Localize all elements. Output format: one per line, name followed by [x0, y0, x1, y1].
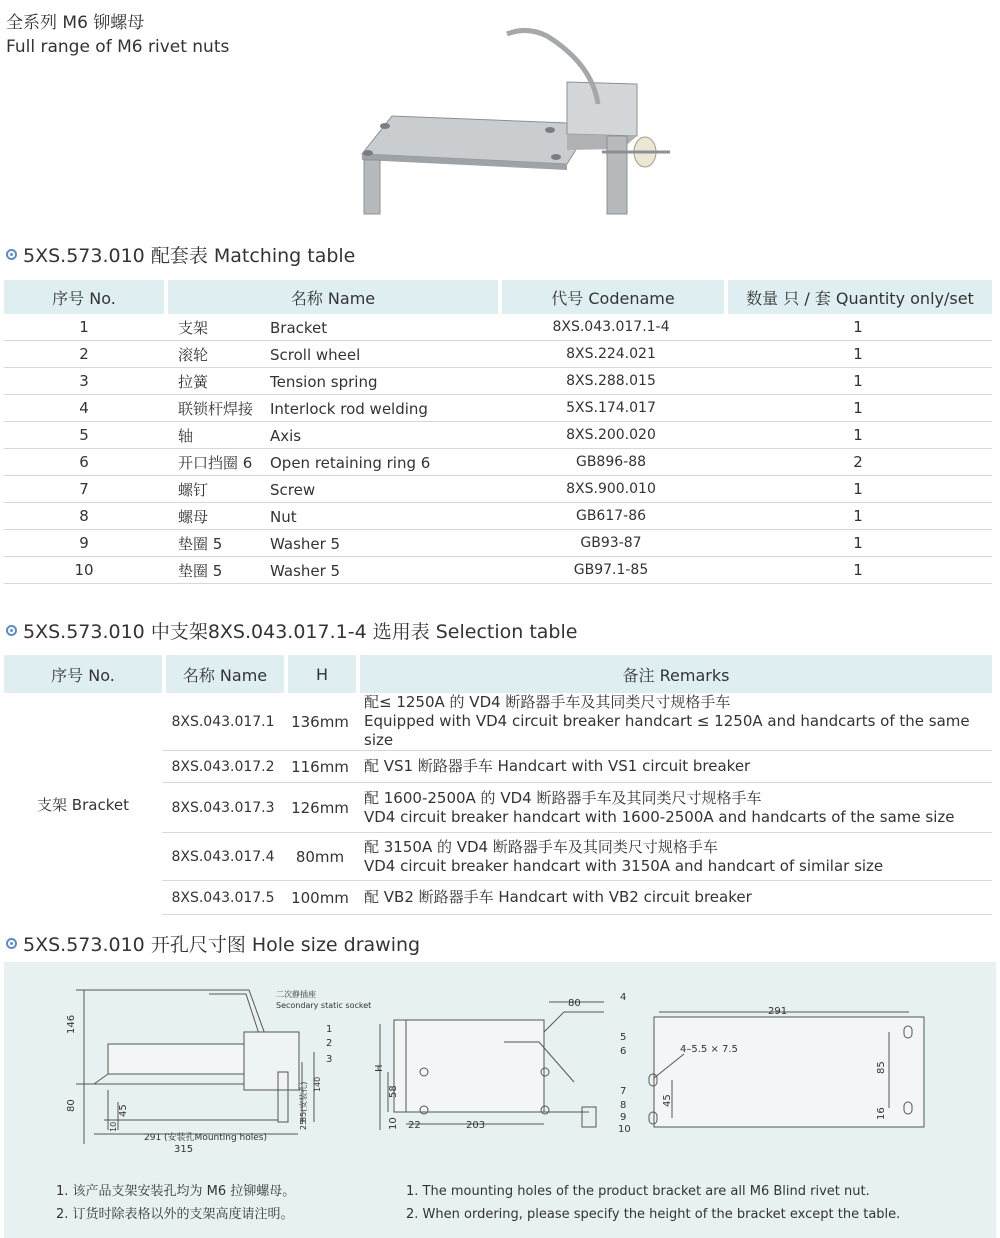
matching-title-text: 5XS.573.010 配套表 Matching table	[23, 245, 356, 267]
dim-85-vertical: 85(安装孔)	[299, 1081, 308, 1122]
selection-table	[4, 655, 992, 915]
callout-1: 1	[326, 1024, 333, 1035]
cell-qty: 1	[724, 368, 992, 395]
bullet-icon	[6, 249, 17, 260]
cell-name	[164, 503, 498, 530]
socket-label-zh: 二次静插座	[276, 990, 316, 999]
cell-name-zh: 滚轮	[178, 345, 209, 364]
cell-name-zh: 螺钉	[178, 480, 209, 499]
cell-name-en: Interlock rod welding	[270, 399, 428, 418]
table-row	[4, 422, 992, 449]
cell-name-zh: 联锁杆焊接	[178, 399, 254, 418]
dim-203: 203	[466, 1120, 486, 1131]
header-name: 名称 Name	[162, 655, 284, 693]
cell-name-en: Washer 5	[270, 534, 341, 553]
cell-group: 支架 Bracket	[37, 795, 129, 814]
bullet-icon	[6, 625, 17, 636]
cell-name-zh: 垫圈 5	[178, 561, 223, 580]
callout-5: 5	[620, 1032, 627, 1043]
cell-name-en: Washer 5	[270, 561, 341, 580]
cell-name-zh: 拉簧	[178, 372, 209, 391]
cell-code: 8XS.043.017.5	[162, 881, 284, 915]
dim-146: 146	[66, 1014, 77, 1034]
cell-no: 9	[4, 530, 164, 557]
dim-80: 80	[66, 1099, 77, 1112]
note-en-1: 1. The mounting holes of the product bracket are all M6 Blind rivet nut.	[406, 1184, 870, 1199]
table-row	[4, 530, 992, 557]
cell-qty: 1	[724, 422, 992, 449]
callout-4: 4	[620, 992, 627, 1003]
cell-code: 8XS.043.017.3	[162, 783, 284, 833]
hole-spec: 4–5.5 × 7.5	[680, 1044, 738, 1055]
hole-size-drawing	[4, 962, 996, 1238]
note-zh-2: 2. 订货时除表格以外的支架高度请注明。	[56, 1207, 294, 1222]
cell-no: 6	[4, 449, 164, 476]
cell-no: 2	[4, 341, 164, 368]
cell-h: 100mm	[284, 881, 356, 915]
remark-zh: 配≤ 1250A 的 VD4 断路器手车及其同类尺寸规格手车	[364, 693, 731, 711]
dim-80b: 80	[568, 998, 581, 1009]
dim-58: 58	[388, 1085, 399, 1098]
cell-name-en: Nut	[270, 507, 297, 526]
note-en-2: 2. When ordering, please specify the height of the bracket except the table.	[406, 1207, 901, 1222]
cell-name	[164, 422, 498, 449]
cell-no: 7	[4, 476, 164, 503]
cell-code: GB97.1-85	[498, 557, 724, 584]
cell-name-en: Bracket	[270, 318, 328, 337]
technical-drawing	[4, 962, 996, 1172]
notes-en	[406, 1180, 900, 1226]
table-row	[4, 341, 992, 368]
notes-zh	[56, 1180, 295, 1226]
dim-10: 10	[109, 1121, 118, 1132]
header-no: 序号 No.	[4, 280, 164, 314]
cell-qty: 2	[724, 449, 992, 476]
cell-no: 10	[4, 557, 164, 584]
cell-no: 5	[4, 422, 164, 449]
cell-name	[164, 314, 498, 341]
cell-remarks	[356, 693, 992, 751]
cell-code: 8XS.288.015	[498, 368, 724, 395]
dim-45: 45	[118, 1104, 129, 1117]
remark-zh: 配 1600-2500A 的 VD4 断路器手车及其同类尺寸规格手车	[364, 788, 762, 807]
cell-code: GB93-87	[498, 530, 724, 557]
dim-315: 315	[174, 1144, 194, 1155]
table-row	[4, 314, 992, 341]
cell-h: 80mm	[284, 833, 356, 881]
callout-2: 2	[326, 1038, 333, 1049]
remark-en: VD4 circuit breaker handcart with 1600-2500A and handcarts of the same size	[364, 807, 955, 826]
cell-qty: 1	[724, 476, 992, 503]
socket-label-en: Secondary static socket	[276, 1001, 372, 1010]
cell-code: 8XS.900.010	[498, 476, 724, 503]
dim-25: 25	[299, 1119, 308, 1130]
cell-name	[164, 341, 498, 368]
cell-name	[164, 449, 498, 476]
cell-code: 5XS.174.017	[498, 395, 724, 422]
product-photo	[352, 24, 672, 219]
cell-code: 8XS.043.017.1-4	[498, 314, 724, 341]
cell-name	[164, 557, 498, 584]
cell-h: 136mm	[284, 693, 356, 751]
callout-3: 3	[326, 1054, 333, 1065]
table-row	[4, 693, 992, 751]
cell-name	[164, 395, 498, 422]
header-remarks: 备注 Remarks	[356, 655, 992, 693]
remark-zh: 配 3150A 的 VD4 断路器手车及其同类尺寸规格手车	[364, 837, 718, 856]
cell-no: 1	[4, 314, 164, 341]
callout-10: 10	[618, 1124, 631, 1135]
bullet-icon	[6, 938, 17, 949]
table-row	[4, 476, 992, 503]
hole-section-title	[6, 930, 420, 957]
selection-section-title	[6, 617, 577, 644]
cell-qty: 1	[724, 314, 992, 341]
dim-85: 85	[876, 1061, 887, 1074]
cell-code: GB896-88	[498, 449, 724, 476]
cell-qty: 1	[724, 341, 992, 368]
dim-140: 140	[313, 1076, 322, 1092]
dim-10b: 10	[388, 1117, 399, 1130]
matching-table	[4, 280, 992, 584]
header-codename: 代号 Codename	[498, 280, 724, 314]
cell-code: 8XS.043.017.1	[162, 693, 284, 751]
cell-no: 4	[4, 395, 164, 422]
cell-no: 8	[4, 503, 164, 530]
table-row	[4, 368, 992, 395]
cell-name-zh: 支架	[178, 318, 209, 337]
cell-name	[164, 476, 498, 503]
cell-remarks	[356, 881, 992, 915]
cell-code: 8XS.200.020	[498, 422, 724, 449]
selection-title-text: 5XS.573.010 中支架8XS.043.017.1-4 选用表 Selection table	[23, 621, 578, 643]
table-row	[4, 557, 992, 584]
cell-qty: 1	[724, 503, 992, 530]
matching-section-title	[6, 241, 355, 268]
cell-code: 8XS.043.017.4	[162, 833, 284, 881]
cell-remarks	[356, 783, 992, 833]
cell-remarks	[356, 833, 992, 881]
cell-qty: 1	[724, 395, 992, 422]
header-name: 名称 Name	[164, 280, 498, 314]
cell-qty: 1	[724, 557, 992, 584]
remark-en: Equipped with VD4 circuit breaker handcart ≤ 1250A and handcarts of the same size	[364, 712, 970, 749]
table-row	[4, 395, 992, 422]
header-title-en: Full range of M6 rivet nuts	[6, 37, 230, 57]
cell-no: 3	[4, 368, 164, 395]
table-row	[4, 503, 992, 530]
note-zh-1: 1. 该产品支架安装孔均为 M6 拉铆螺母。	[56, 1184, 296, 1199]
cell-name-zh: 轴	[178, 426, 194, 445]
callout-6: 6	[620, 1046, 627, 1057]
header-quantity: 数量 只 / 套 Quantity only/set	[724, 280, 992, 314]
cell-h: 116mm	[284, 751, 356, 783]
cell-code: 8XS.224.021	[498, 341, 724, 368]
cell-h: 126mm	[284, 783, 356, 833]
cell-name-zh: 开口挡圈 6	[178, 453, 253, 472]
cell-code: 8XS.043.017.2	[162, 751, 284, 783]
hole-title-text: 5XS.573.010 开孔尺寸图 Hole size drawing	[23, 934, 421, 956]
cell-qty: 1	[724, 530, 992, 557]
cell-name-en: Open retaining ring 6	[270, 453, 431, 472]
dim-h: H	[374, 1064, 385, 1072]
cell-name	[164, 530, 498, 557]
dim-291-mounting: 291 (安装孔Mounting holes)	[144, 1133, 267, 1143]
dim-22: 22	[408, 1120, 421, 1131]
cell-name-zh: 垫圈 5	[178, 534, 223, 553]
callout-9: 9	[620, 1112, 627, 1123]
header-no: 序号 No.	[4, 655, 162, 693]
cell-name-en: Axis	[270, 426, 302, 445]
cell-code: GB617-86	[498, 503, 724, 530]
remark-zh: 配 VB2 断路器手车 Handcart with VB2 circuit breaker	[364, 888, 752, 906]
dim-45b: 45	[662, 1094, 673, 1107]
cell-name	[164, 368, 498, 395]
callout-7: 7	[620, 1086, 627, 1097]
dim-291: 291	[768, 1006, 788, 1017]
cell-name-en: Scroll wheel	[270, 345, 361, 364]
callout-8: 8	[620, 1100, 627, 1111]
remark-zh: 配 VS1 断路器手车 Handcart with VS1 circuit breaker	[364, 757, 751, 775]
cell-remarks	[356, 751, 992, 783]
header-h: H	[284, 655, 356, 693]
cell-name-zh: 螺母	[178, 507, 209, 526]
remark-en: VD4 circuit breaker handcart with 3150A and handcart of similar size	[364, 856, 884, 875]
cell-name-en: Screw	[270, 480, 316, 499]
table-row	[4, 449, 992, 476]
header-title-zh: 全系列 M6 铆螺母	[6, 13, 145, 33]
dim-16: 16	[876, 1107, 887, 1120]
cell-name-en: Tension spring	[270, 372, 378, 391]
